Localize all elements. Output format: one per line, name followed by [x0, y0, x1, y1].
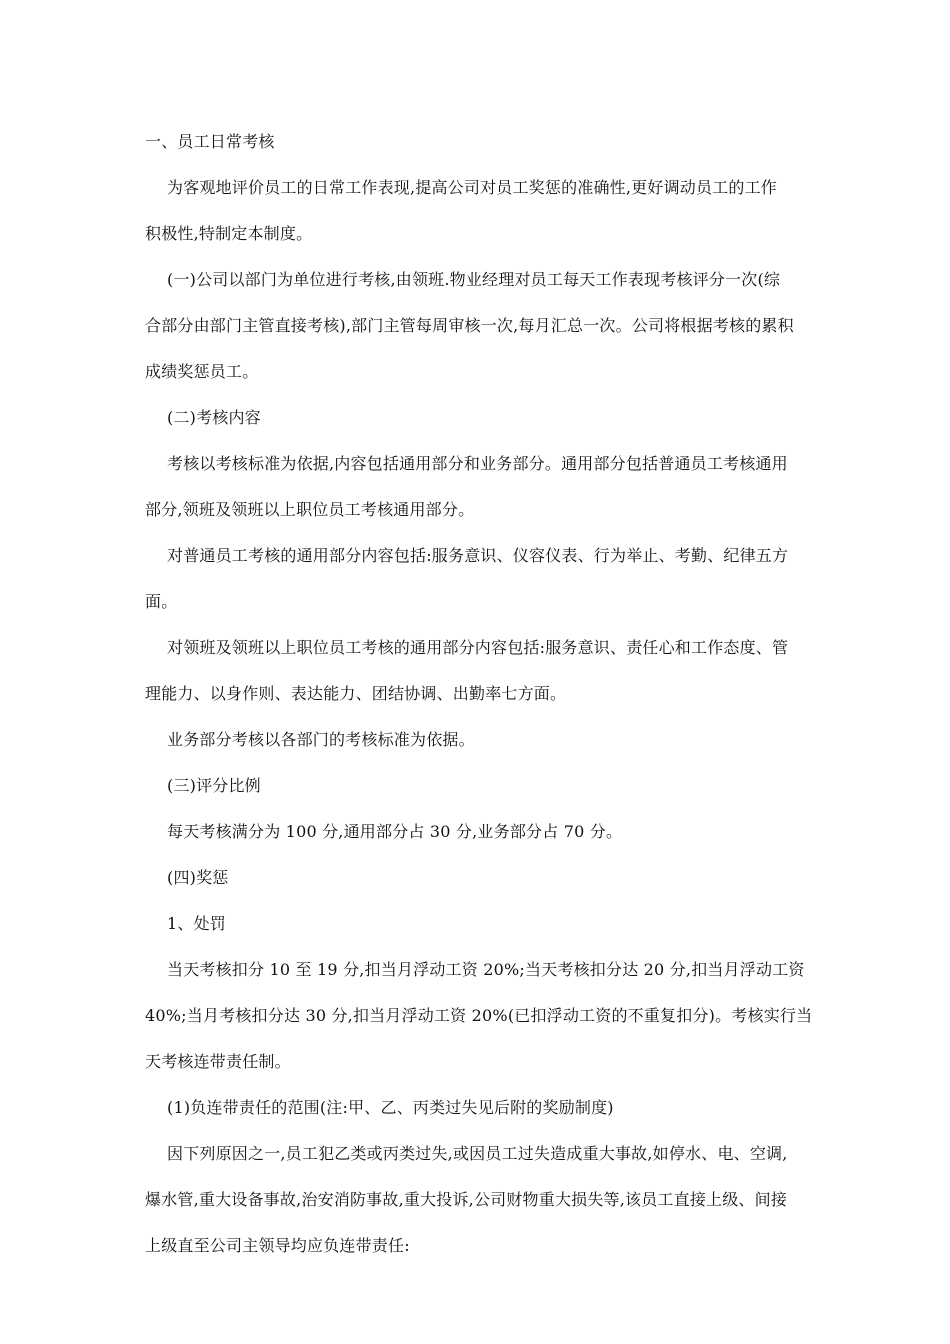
paragraph-line: (一)公司以部门为单位进行考核,由领班.物业经理对员工每天工作表现考核评分一次(综: [167, 270, 781, 289]
item-heading: (1)负连带责任的范围(注:甲、乙、丙类过失见后附的奖励制度): [167, 1098, 614, 1117]
item-heading: 1、处罚: [167, 914, 226, 933]
subsection-heading: (三)评分比例: [167, 776, 261, 795]
paragraph-line: 40%;当月考核扣分达 30 分,扣当月浮动工资 20%(已扣浮动工资的不重复扣分)。考核实行当: [145, 1006, 813, 1025]
section-heading: 一、员工日常考核: [145, 132, 275, 151]
paragraph-line: 爆水管,重大设备事故,治安消防事故,重大投诉,公司财物重大损失等,该员工直接上级、间接: [145, 1190, 788, 1209]
paragraph-line: 业务部分考核以各部门的考核标准为依据。: [167, 730, 475, 749]
paragraph-line: 对领班及领班以上职位员工考核的通用部分内容包括:服务意识、责任心和工作态度、管: [167, 638, 789, 657]
paragraph-line: 天考核连带责任制。: [145, 1052, 291, 1071]
paragraph-line: 因下列原因之一,员工犯乙类或丙类过失,或因员工过失造成重大事故,如停水、电、空调,: [167, 1144, 788, 1163]
subsection-heading: (四)奖惩: [167, 868, 229, 887]
paragraph-line: 考核以考核标准为依据,内容包括通用部分和业务部分。通用部分包括普通员工考核通用: [167, 454, 788, 473]
paragraph-line: 合部分由部门主管直接考核),部门主管每周审核一次,每月汇总一次。公司将根据考核的累积: [145, 316, 794, 335]
paragraph-line: 为客观地评价员工的日常工作表现,提高公司对员工奖惩的准确性,更好调动员工的工作: [167, 178, 777, 197]
paragraph-line: 成绩奖惩员工。: [145, 362, 259, 381]
paragraph-line: 积极性,特制定本制度。: [145, 224, 313, 243]
paragraph-line: 理能力、以身作则、表达能力、团结协调、出勤率七方面。: [145, 684, 567, 703]
paragraph-line: 当天考核扣分 10 至 19 分,扣当月浮动工资 20%;当天考核扣分达 20 分,扣当月浮动工资: [167, 960, 805, 979]
subsection-heading: (二)考核内容: [167, 408, 261, 427]
paragraph-line: 对普通员工考核的通用部分内容包括:服务意识、仪容仪表、行为举止、考勤、纪律五方: [167, 546, 789, 565]
paragraph-line: 上级直至公司主领导均应负连带责任:: [145, 1236, 410, 1255]
paragraph-line: 面。: [145, 592, 178, 611]
paragraph-line: 每天考核满分为 100 分,通用部分占 30 分,业务部分占 70 分。: [167, 822, 623, 841]
paragraph-line: 部分,领班及领班以上职位员工考核通用部分。: [145, 500, 475, 519]
